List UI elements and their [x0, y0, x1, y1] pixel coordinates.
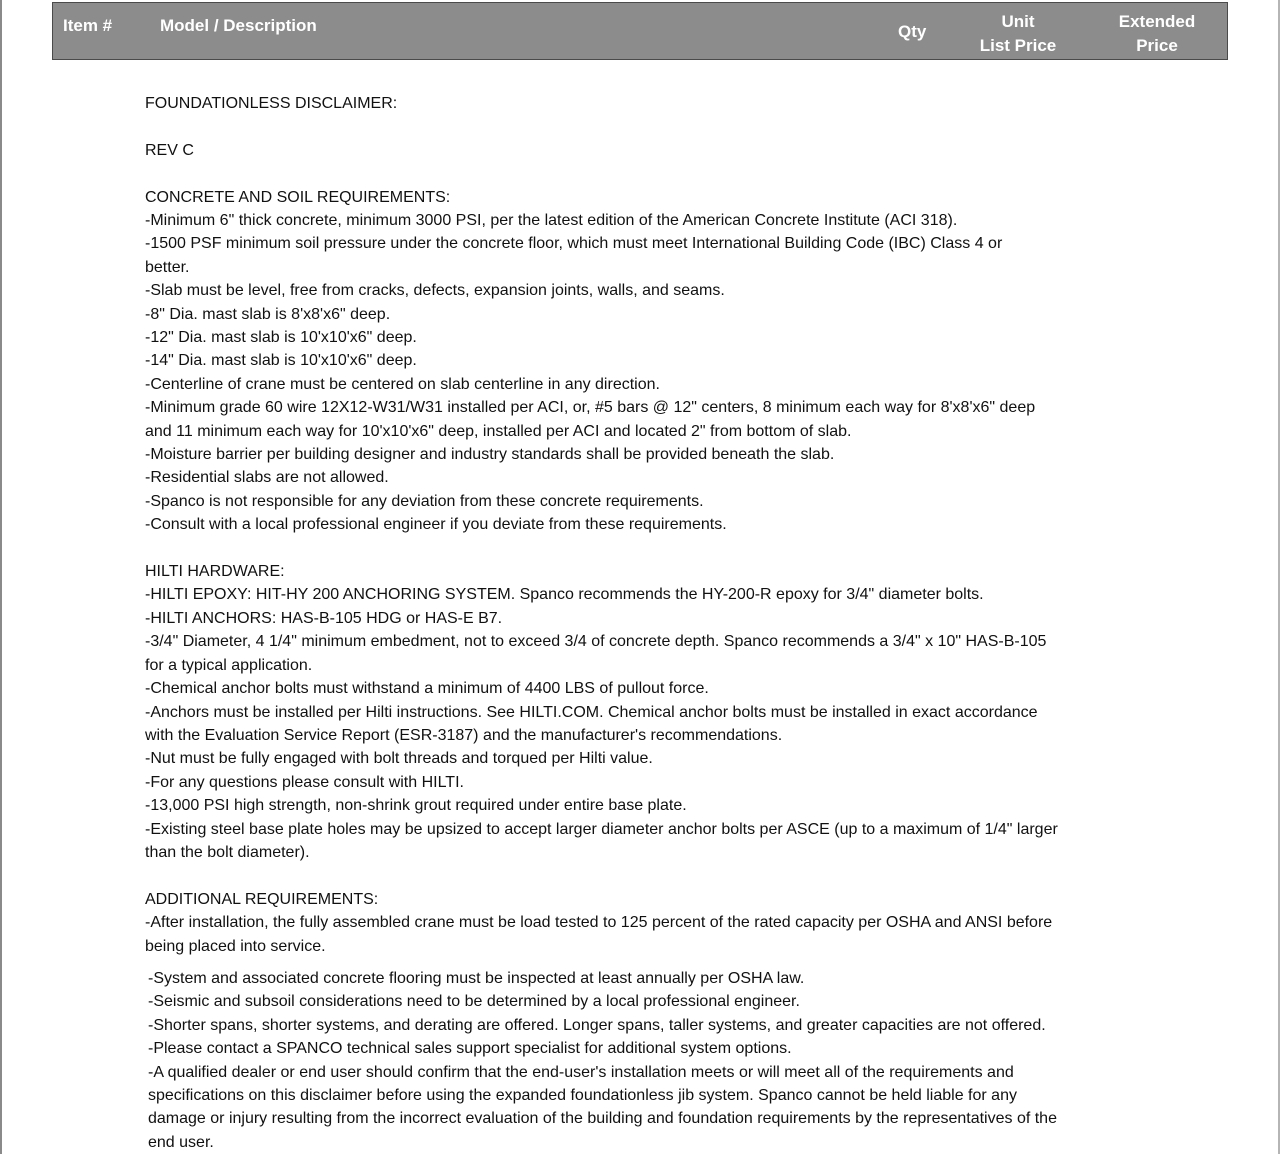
disclaimer-line: -Moisture barrier per building designer and industry standards shall be provided beneath the slab. [145, 446, 835, 464]
disclaimer-line: -Anchors must be installed per Hilti instructions. See HILTI.COM. Chemical anchor bolts must be installed in exact accordance [145, 703, 1038, 721]
disclaimer-line: -1500 PSF minimum soil pressure under the concrete floor, which must meet International Building Code (IBC) Class 4 or [145, 235, 1003, 253]
hilti-heading: HILTI HARDWARE: [145, 563, 285, 581]
disclaimer-line: -Residential slabs are not allowed. [145, 469, 389, 487]
disclaimer-line: -Consult with a local professional engineer if you deviate from these requirements. [145, 516, 727, 534]
disclaimer-line: -Seismic and subsoil considerations need to be determined by a local professional engineer. [148, 993, 800, 1011]
disclaimer-line: -Shorter spans, shorter systems, and derating are offered. Longer spans, taller systems, and greater capacities are not offered. [148, 1016, 1046, 1034]
extended-price-line-1: Extended [1118, 12, 1196, 31]
disclaimer-body [145, 92, 1145, 1154]
extended-price-line-2: Price [1136, 36, 1178, 55]
column-header-item: Item # [63, 16, 113, 35]
column-header-qty: Qty [898, 22, 927, 41]
disclaimer-line: damage or injury resulting from the incorrect evaluation of the building and foundation requirements by the representatives of the [148, 1110, 1057, 1128]
disclaimer-line: -For any questions please consult with HILTI. [145, 773, 464, 791]
column-header-unit-price [957, 10, 1079, 58]
concrete-requirements-list [145, 209, 1145, 537]
additional-requirements-continued [145, 967, 1145, 1154]
disclaimer-line: -HILTI EPOXY: HIT-HY 200 ANCHORING SYSTEM. Spanco recommends the HY-200-R epoxy for 3/4" diameter bolts. [145, 586, 984, 604]
disclaimer-line: being placed into service. [145, 937, 326, 955]
spacer [145, 162, 1145, 185]
disclaimer-line: -After installation, the fully assembled crane must be load tested to 125 percent of the rated capacity per OSHA and ANSI before [145, 914, 1053, 932]
disclaimer-line: -13,000 PSI high strength, non-shrink grout required under entire base plate. [145, 797, 687, 815]
disclaimer-line: -A qualified dealer or end user should confirm that the end-user's installation meets or will meet all of the requirements and [148, 1063, 1014, 1081]
disclaimer-line: -HILTI ANCHORS: HAS-B-105 HDG or HAS-E B7. [145, 609, 503, 627]
additional-requirements-list [145, 911, 1145, 958]
concrete-heading: CONCRETE AND SOIL REQUIREMENTS: [145, 188, 451, 206]
disclaimer-line: for a typical application. [145, 656, 313, 674]
disclaimer-line: -Nut must be fully engaged with bolt threads and torqued per Hilti value. [145, 750, 653, 768]
disclaimer-title: FOUNDATIONLESS DISCLAIMER: [145, 95, 398, 112]
disclaimer-line: -3/4" Diameter, 4 1/4" minimum embedment, not to exceed 3/4 of concrete depth. Spanco recommends a 3/4" x 10" HAS-B-105 [145, 633, 1047, 651]
table-header [52, 2, 1228, 60]
hilti-requirements-list [145, 583, 1145, 864]
spacer [145, 537, 1145, 560]
spacer [145, 115, 1145, 138]
disclaimer-line: with the Evaluation Service Report (ESR-3187) and the manufacturer's recommendations. [145, 726, 783, 744]
disclaimer-line: -Slab must be level, free from cracks, defects, expansion joints, walls, and seams. [145, 282, 725, 300]
disclaimer-line: and 11 minimum each way for 10'x10'x6" deep, installed per ACI and located 2" from bottom of slab. [145, 422, 852, 440]
column-header-extended-price [1096, 10, 1218, 58]
disclaimer-line: -12" Dia. mast slab is 10'x10'x6" deep. [145, 329, 417, 347]
column-header-model: Model / Description [160, 16, 317, 35]
disclaimer-line: -Minimum 6" thick concrete, minimum 3000 PSI, per the latest edition of the American Concrete Institute (ACI 318). [145, 212, 958, 229]
disclaimer-line: -Please contact a SPANCO technical sales support specialist for additional system options. [148, 1040, 792, 1058]
disclaimer-line: -Existing steel base plate holes may be upsized to accept larger diameter anchor bolts per ASCE (up to a maximum of 1/4" larger [145, 820, 1058, 838]
unit-price-line-1: Unit [1001, 12, 1035, 31]
disclaimer-line: -Spanco is not responsible for any deviation from these concrete requirements. [145, 492, 704, 510]
spacer [145, 864, 1145, 887]
revision-label: REV C [145, 141, 194, 159]
unit-price-line-2: List Price [979, 36, 1057, 55]
disclaimer-line: -Chemical anchor bolts must withstand a minimum of 4400 LBS of pullout force. [145, 680, 709, 698]
disclaimer-line: better. [145, 258, 190, 276]
page-left-border [0, 0, 2, 1154]
disclaimer-line: than the bolt diameter). [145, 843, 310, 861]
disclaimer-line: specifications on this disclaimer before using the expanded foundationless jib system. Spanco cannot be held liable for any [148, 1087, 1017, 1104]
disclaimer-line: -System and associated concrete flooring must be inspected at least annually per OSHA law. [148, 969, 805, 987]
disclaimer-line: -8" Dia. mast slab is 8'x8'x6" deep. [145, 305, 391, 323]
disclaimer-line: end user. [148, 1133, 214, 1151]
additional-heading: ADDITIONAL REQUIREMENTS: [145, 890, 379, 908]
disclaimer-line: -Minimum grade 60 wire 12X12-W31/W31 installed per ACI, or, #5 bars @ 12" centers, 8 minimum each way for 8'x8'x6" deep [145, 399, 1036, 417]
disclaimer-line: -Centerline of crane must be centered on slab centerline in any direction. [145, 375, 660, 393]
disclaimer-line: -14" Dia. mast slab is 10'x10'x6" deep. [145, 352, 417, 370]
